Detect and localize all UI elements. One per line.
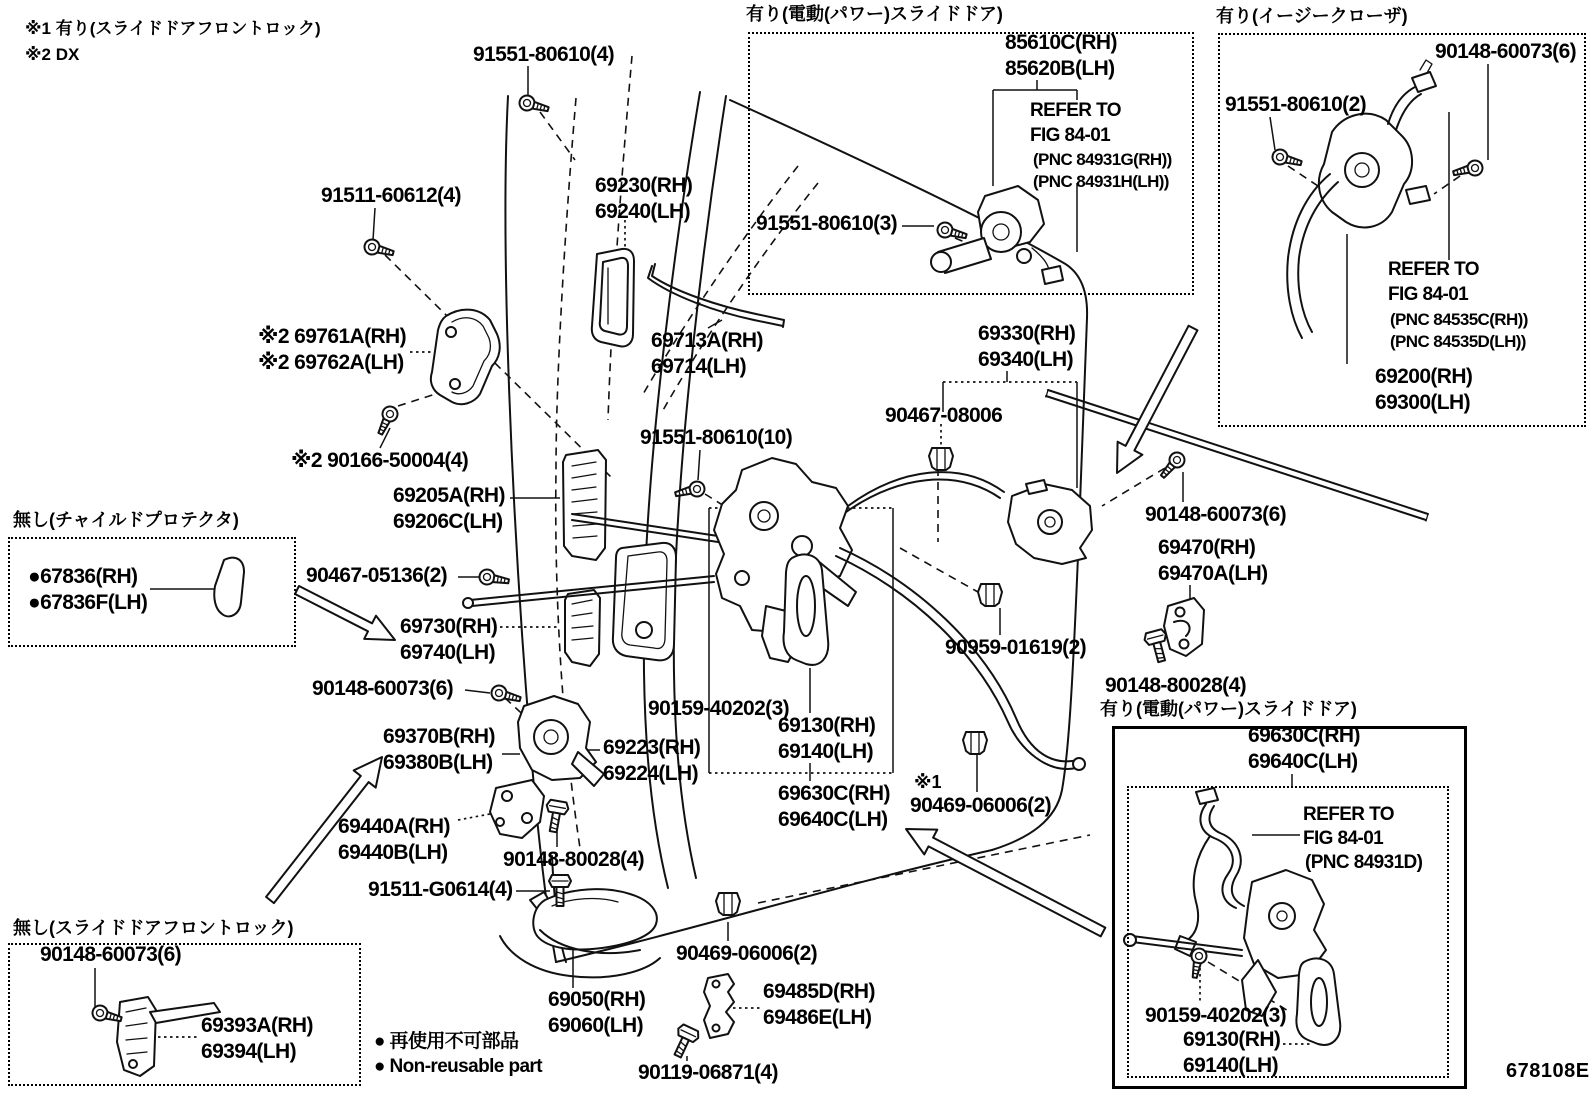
part-label-69050: 69050(RH)	[548, 988, 646, 1011]
part-label-91551-80610-2: 91551-80610(2)	[1225, 93, 1367, 116]
pull-cup-69761-drawing	[431, 310, 500, 405]
part-label-69060: 69060(LH)	[548, 1014, 643, 1037]
part-label-69330: 69330(RH)	[978, 322, 1076, 345]
part-label-69340: 69340(LH)	[978, 348, 1073, 371]
bracket-69440-drawing	[490, 780, 544, 838]
inset-title-power-slide-top: 有り(電動(パワー)スライドドア)	[746, 4, 1003, 24]
refer-note-line: (PNC 84535C(RH))	[1390, 310, 1528, 329]
refer-note-line: (PNC 84931D)	[1305, 852, 1423, 873]
part-label-69394: 69394(LH)	[201, 1040, 296, 1063]
part-label-69640c-a: 69640C(LH)	[778, 808, 888, 831]
part-label-90159-40202-b: 90159-40202(3)	[1145, 1004, 1287, 1027]
part-label-69485d: 69485D(RH)	[763, 980, 875, 1003]
part-label-91511-60612: 91511-60612(4)	[321, 184, 461, 207]
inset-title-child-protector: 無し(チャイルドプロテクタ)	[13, 510, 239, 530]
part-label-67836: ●67836(RH)	[28, 565, 138, 588]
part-label-69470: 69470(RH)	[1158, 536, 1256, 559]
part-label-67836f: ●67836F(LH)	[28, 591, 148, 614]
latch-strip-69730-drawing	[565, 590, 600, 666]
legend-non-reusable-en: ● Non-reusable part	[374, 1056, 542, 1077]
part-label-90148-60073-right: 90148-60073(6)	[1145, 503, 1287, 526]
part-label-69714: 69714(LH)	[651, 355, 746, 378]
part-label-91551-80610-10: 91551-80610(10)	[640, 426, 793, 449]
part-label-90467-08006: 90467-08006	[885, 404, 1003, 427]
inset-box-power-slide-bottom-inner	[1127, 786, 1449, 1078]
part-label-69730: 69730(RH)	[400, 615, 498, 638]
part-label-91551-80610-4: 91551-80610(4)	[473, 43, 615, 66]
diagram-id: 678108E	[1506, 1060, 1590, 1082]
inset-title-power-slide-bottom: 有り(電動(パワー)スライドドア)	[1100, 699, 1357, 719]
part-label-85610c: 85610C(RH)	[1005, 31, 1117, 54]
part-label-69740: 69740(LH)	[400, 641, 495, 664]
refer-note-line: (PNC 84535D(LH))	[1390, 332, 1526, 351]
refer-note-line: REFER TO	[1303, 804, 1394, 825]
part-label-69713a: 69713A(RH)	[651, 329, 763, 352]
part-label-90159-40202-a: 90159-40202(3)	[648, 697, 790, 720]
part-label-69223: 69223(RH)	[603, 736, 701, 759]
refer-note-line: FIG 84-01	[1388, 284, 1469, 305]
part-label-69140-a: 69140(LH)	[778, 740, 873, 763]
part-label-69393a: 69393A(RH)	[201, 1014, 313, 1037]
part-label-69130-a: 69130(RH)	[778, 714, 876, 737]
part-label-90148-80028-right: 90148-80028(4)	[1105, 674, 1247, 697]
legend-non-reusable-jp: ● 再使用不可部品	[374, 1031, 519, 1052]
part-label-69205a: 69205A(RH)	[393, 484, 505, 507]
part-label-69300: 69300(LH)	[1375, 391, 1470, 414]
part-label-69380b: 69380B(LH)	[383, 751, 493, 774]
door-bezel-69230-drawing	[592, 249, 634, 347]
part-label-90959-01619: 90959-01619(2)	[945, 636, 1087, 659]
refer-note-line: FIG 84-01	[1030, 125, 1111, 146]
grip-handle-69130-drawing	[784, 554, 829, 664]
refer-note-line: REFER TO	[1030, 100, 1121, 121]
refer-note-line: (PNC 84931H(LH))	[1033, 172, 1169, 191]
part-label-91551-80610-3: 91551-80610(3)	[756, 212, 898, 235]
part-label-90469-06006-b: 90469-06006(2)	[676, 942, 818, 965]
refer-note-line: (PNC 84931G(RH))	[1033, 150, 1172, 169]
latch-channel-69205-drawing	[563, 450, 606, 560]
striker-69485-drawing	[704, 974, 734, 1038]
part-label-69762a: ※2 69762A(LH)	[258, 351, 404, 374]
part-label-85620b: 85620B(LH)	[1005, 57, 1115, 80]
part-label-69440b: 69440B(LH)	[338, 841, 448, 864]
part-label-star1: ※1	[914, 772, 942, 792]
refer-note-line: FIG 84-01	[1303, 828, 1384, 849]
footnote-1: ※1 有り(スライドドアフロントロック)	[25, 19, 321, 38]
part-label-69370b: 69370B(RH)	[383, 725, 495, 748]
part-label-69640c-b: 69640C(LH)	[1248, 750, 1358, 773]
part-label-90148-60073-fl: 90148-60073(6)	[40, 943, 182, 966]
part-label-90119-06871: 90119-06871(4)	[638, 1061, 778, 1084]
part-label-90148-60073-mid: 90148-60073(6)	[312, 677, 454, 700]
part-label-90467-05136: 90467-05136(2)	[306, 564, 448, 587]
outside-handle-69050-drawing	[500, 889, 660, 977]
footnote-2: ※2 DX	[25, 45, 80, 64]
front-latch-69370-drawing	[518, 696, 604, 786]
part-label-69224: 69224(LH)	[603, 762, 698, 785]
striker-69470-drawing	[1164, 598, 1204, 656]
part-label-90469-06006-a: 90469-06006(2)	[910, 794, 1052, 817]
part-label-69440a: 69440A(RH)	[338, 815, 450, 838]
inset-title-easy-closer: 有り(イージークローザ)	[1216, 6, 1408, 26]
part-label-69130-b: 69130(RH)	[1183, 1028, 1281, 1051]
part-label-90148-80028-left: 90148-80028(4)	[503, 848, 645, 871]
part-label-90148-60073-ec: 90148-60073(6)	[1435, 40, 1577, 63]
part-label-69140-b: 69140(LH)	[1183, 1054, 1278, 1077]
inside-handle-69223-drawing	[613, 543, 676, 660]
refer-note-line: REFER TO	[1388, 259, 1479, 280]
part-label-69761a: ※2 69761A(RH)	[258, 325, 407, 348]
part-label-91511-g0614: 91511-G0614(4)	[368, 878, 513, 901]
part-label-69470a: 69470A(LH)	[1158, 562, 1268, 585]
part-label-69206c: 69206C(LH)	[393, 510, 503, 533]
part-label-69630c-b: 69630C(RH)	[1248, 724, 1360, 747]
part-label-69230: 69230(RH)	[595, 174, 693, 197]
part-label-69200: 69200(RH)	[1375, 365, 1473, 388]
inset-title-front-lock: 無し(スライドドアフロントロック)	[13, 918, 294, 938]
part-label-69240: 69240(LH)	[595, 200, 690, 223]
part-label-69630c-a: 69630C(RH)	[778, 782, 890, 805]
part-label-90166-50004: ※2 90166-50004(4)	[291, 449, 469, 472]
part-label-69486e: 69486E(LH)	[763, 1006, 872, 1029]
